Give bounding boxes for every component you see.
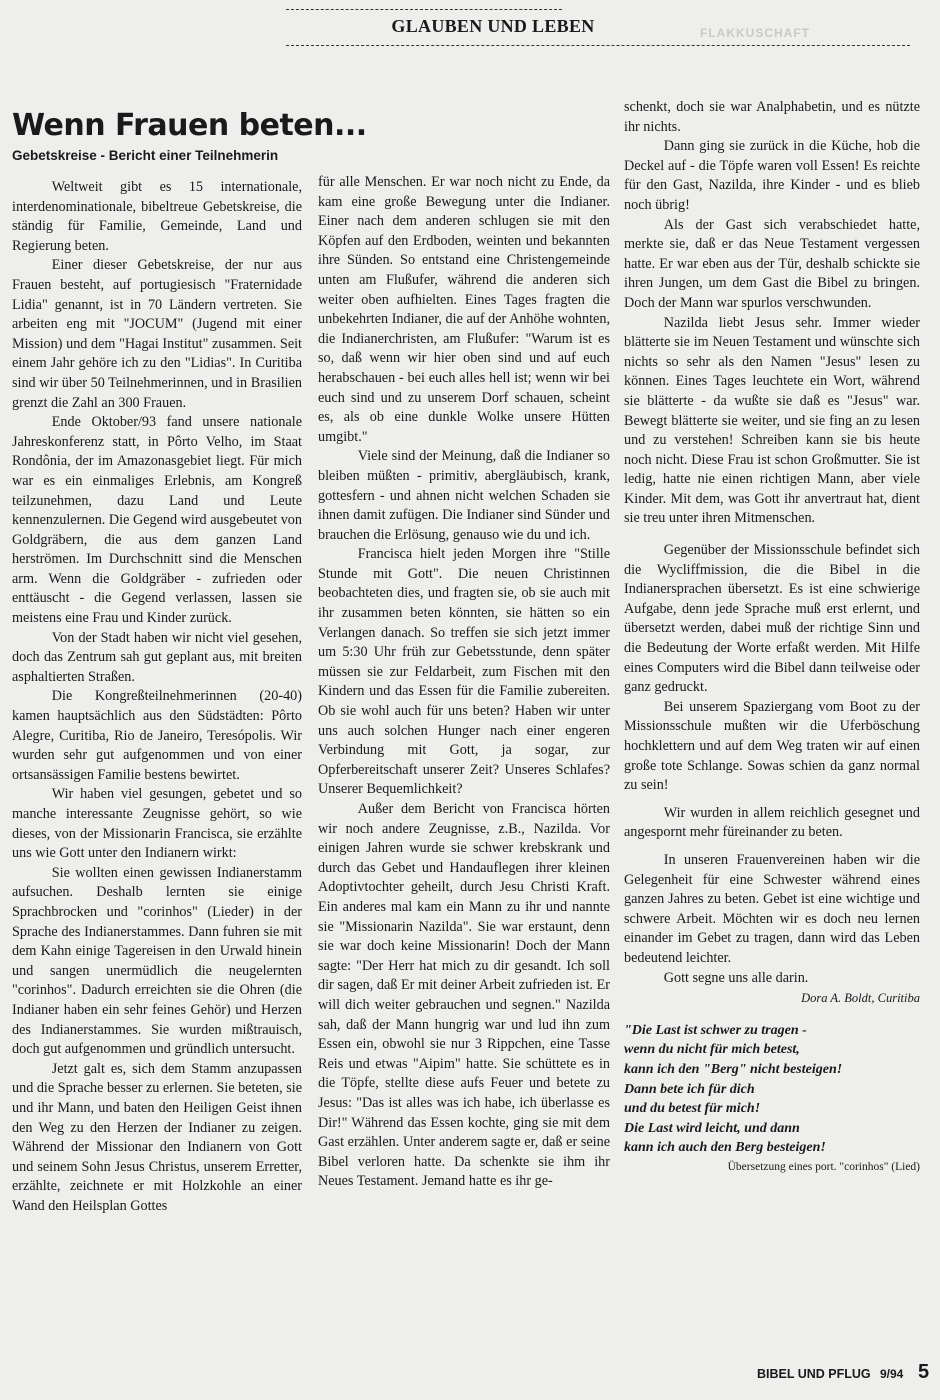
header-rule-bottom bbox=[286, 45, 910, 46]
quote-line: Die Last wird leicht, und dann bbox=[624, 1120, 800, 1136]
page-number: 5 bbox=[918, 1361, 930, 1383]
paragraph: Wir haben viel gesungen, gebetet und so manche interessante Zeugnisse gehört, so wie dieses, von der Missionarin Francisca, sie erzählte uns wie Gott unter den Indianern wirkt: bbox=[12, 786, 302, 862]
quote-line: kann ich auch den Berg besteigen! bbox=[624, 1140, 826, 1156]
magazine-name: BIBEL UND PFLUG bbox=[757, 1367, 871, 1381]
text-column-3 bbox=[624, 98, 920, 1177]
article-subtitle: Gebetskreise - Bericht einer Teilnehmerin bbox=[12, 148, 279, 163]
paragraph: schenkt, doch sie war Analphabetin, und es nützte ihr nichts. bbox=[624, 99, 920, 135]
song-quote bbox=[624, 1021, 920, 1158]
paragraph: Weltweit gibt es 15 internationale, interdenominationale, bibeltreue Gebetskreise, die ständig für Familie, Gemeinde, Land und Regierung beten. bbox=[12, 179, 302, 254]
paragraph: für alle Menschen. Er war noch nicht zu Ende, da kam eine große Bewegung unter die Indianer. Einer nach dem anderen schlugen sie mit den Köpfen auf den Erdboden, weinten und bekannten ihre Sünden. So entstand eine Christengemeinde unten am Flußufer, während die anderen sich weiter oben aufhielten. Eines Tages fragten die unbekehrten Indianer, die auf der Anhöhe wohnten, die Indianerchristen, am Flußufer: "Warum ist es so, daß wenn wir hier oben sind und auf euch herabschauen - bei euch alles hell ist; wenn wir bei euch sind und zu unserem Dorf schauen, scheint es, als ob eine dunkle Wolke unsere Hütten umgibt." bbox=[318, 174, 610, 445]
paragraph: In unseren Frauenvereinen haben wir die Gelegenheit für eine Schwester während eines ganzen Jahres zu beten. Gebet ist eine wichtige und schwere Arbeit. Möchten wir es doch neu lernen einander im Gebet zu tragen, dann wird das Leben bedeutend leichter. bbox=[624, 851, 920, 966]
paragraph: Dann ging sie zurück in die Küche, hob die Deckel auf - die Töpfe waren voll Essen! Es reichte für den Gast, Nazilda, ihre Kinder - und es blieb noch übrig! bbox=[624, 138, 920, 213]
paragraph: Als der Gast sich verabschiedet hatte, merkte sie, daß er das Neue Testament vergessen hatte. Er war eben aus der Tür, deshalb schickte sie ihren Jungen, um dem Gast die Bibel zu bringen. Doch der Mann war spurlos verschwunden. bbox=[624, 216, 920, 311]
text-column-1 bbox=[12, 178, 302, 1216]
quote-line: "Die Last ist schwer zu tragen - bbox=[624, 1022, 807, 1038]
author-credit: Dora A. Boldt, Curitiba bbox=[801, 991, 920, 1006]
paragraph: Einer dieser Gebetskreise, der nur aus Frauen besteht, auf portugiesisch "Fraternidade Lidia" genannt, ist in 70 Ländern vertreten. Sie arbeiten eng mit "JOCUM" (Jugend mit einer Mission) und dem "Hagai Institut" zusammen. Seit einem Jahr gehöre ich zu den "Lidias". In Curitiba sind wir über 50 Teilnehmerinnen, und in Brasilien grenzt die Zahl an 300 Frauen. bbox=[12, 257, 302, 411]
issue-number: 9/94 bbox=[880, 1367, 904, 1381]
paragraph: Wir wurden in allem reichlich gesegnet und angespornt mehr füreinander zu beten. bbox=[624, 804, 920, 841]
paragraph: Bei unserem Spaziergang vom Boot zu der Missionsschule mußten wir die Uferböschung hochklettern und auf dem Weg traten wir auf einen große tote Schlange. Sowas schien da ganz normal zu sein! bbox=[624, 698, 920, 794]
paragraph: Die Kongreßteilnehmerinnen (20-40) kamen hauptsächlich aus den Südstädten: Pôrto Alegre, Curitiba, Rio de Janeiro, Teresópolis. Wir wurden sehr gut aufgenommen und von einer ortsansässigen Familie bestens bewirtet. bbox=[12, 688, 302, 783]
paragraph: Sie wollten einen gewissen Indianerstamm aufsuchen. Deshalb lernten sie einige Sprachbrocken und "corinhos" (Lieder) in der Sprache des Indianerstammes. Dann fuhren sie mit dem Kahn einige Tagereisen in den Urwald hinein und sangen unermüdlich die neugelernten "corinhos". Dadurch erreichten sie die Ohren (die Indianer haben ein sehr feines Gehör) und Herzen des Indianerstammes. Sie wurden mißtrauisch, doch gut aufgenommen und gründlich untersucht. bbox=[12, 864, 302, 1058]
header-rule-top bbox=[286, 9, 562, 10]
quote-line: und du betest für mich! bbox=[624, 1101, 761, 1117]
quote-line: Dann bete ich für dich bbox=[624, 1081, 755, 1097]
paragraph: Viele sind der Meinung, daß die Indianer so bleiben müßten - primitiv, abergläubisch, krank, gottesfern - und ahnen nicht welchen Schaden sie ihnen damit zufügen. Die Indianer sind Sünder und brauchen die Erlösung, genauso wie du und ich. bbox=[318, 448, 610, 543]
paragraph: Jetzt galt es, sich dem Stamm anzupassen und die Sprache besser zu erlernen. Sie beteten, sie und ihr Mann, und baten den Heiligen Geist ihnen den Weg zu den Herzen der Indianer zu zeigen. Während der Missionar den Indianern von Gott und seinem Sohn Jesus Christus, unserem Erretter, erzählte, zeichnete er mit Holzkohle an einer Wand den Heilsplan Gottes bbox=[12, 1060, 302, 1214]
paragraph: Francisca hielt jeden Morgen ihre "Stille Stunde mit Gott". Die neuen Christinnen beobachteten dies, und fragten sie, ob sie auch mit ihr zusammen beten könnten, sie hätten so ein Verlangen danach. So treffen sie sich jetzt immer um 5:30 Uhr früh zur Gebetsstunde, denn später müssen sie zur Feldarbeit, zum Fischen mit den Kindern und das Essen für die Familie zubereiten. Ob sie wohl auch für uns beten? Haben wir unter uns auch solchen Hunger nach einer engeren Verbindung mit Gott, ja sogar, zur Opferbereitschaft unserer Zeit? Unseres Schlafes? Unserer Bequemlichkeit? bbox=[318, 546, 610, 798]
text-column-2 bbox=[318, 173, 610, 1192]
quote-line: kann ich den "Berg" nicht besteigen! bbox=[624, 1061, 843, 1077]
paragraph: Von der Stadt haben wir nicht viel gesehen, doch das Zentrum sah gut geplant aus, mit breiten asphaltierten Straßen. bbox=[12, 629, 302, 685]
paragraph: Nazilda liebt Jesus sehr. Immer wieder blätterte sie im Neuen Testament und wünschte sich nichts so sehr als den Namen "Jesus" lesen zu können. Eines Tages leuchtete ein Wort, während sie blätterte - da wußte sie daß es "Jesus" war. Bewegt blätterte sie weiter, und sie fing an zu lesen und zu verstehen! Schreiben kann sie bis heute noch nicht. Diese Frau ist schon Großmutter. Sie ist ledig, hatte nie einen richtigen Mann, aber viele Kinder. Mit dem, was Gott ihr anvertraut hat, dient sie treu unter ihren Mitmenschen. bbox=[624, 314, 920, 527]
quote-line: wenn du nicht für mich betest, bbox=[624, 1042, 800, 1058]
article-title: Wenn Frauen beten... bbox=[12, 108, 367, 143]
section-header: GLAUBEN UND LEBEN bbox=[391, 16, 595, 36]
paragraph: Gott segne uns alle darin. bbox=[663, 969, 809, 986]
quote-credit: Übersetzung eines port. "corinhos" (Lied) bbox=[727, 1160, 920, 1173]
paragraph: Ende Oktober/93 fand unsere nationale Jahreskonferenz statt, in Pôrto Velho, im Staat Rondônia, der im Amazonasgebiet liegt. Für mich war es ein einmaliges Erlebnis, am Kongreß teilzunehmen, dazu Land und Leute kennenzulernen. Die Gegend wird ausgebeutet von Goldgräbern, die aus dem ganzen Land herströmen. Im Durchschnitt sind die Menschen arm. Wenn die Goldgräber - zufrieden oder enttäuscht - die Gegend verlassen, lassen sie meistens eine Frau und Kinder zurück. bbox=[12, 414, 302, 627]
faded-header-text: FLAKKUSCHAFT bbox=[700, 26, 810, 40]
paragraph: Gegenüber der Missionsschule befindet sich die Wycliffmission, die die Bibel in die Indianersprachen übersetzt. Es ist eine schwierige Aufgabe, denn jede Sprache muß erst erlernt, und übersetzt werden, dabei muß der richtige Sinn und die Bedeutung der Worte erfaßt werden. Mit Hilfe eines Computers wird die Bibel dann teilweise oder ganz gedruckt. bbox=[624, 542, 920, 696]
paragraph: Außer dem Bericht von Francisca hörten wir noch andere Zeugnisse, z.B., Nazilda. Vor einigen Jahren wurde sie schwer krebskrank und durch das Gebet und Handauflegen ihrer kleinen Adoptivtochter geheilt, durch Jesu Christi Kraft. Ein anderes mal kam ein Mann zu ihr und nannte sie "Missionarin Nazilda". Sie war erstaunt, denn sie war doch keine Missionarin! Doch der Mann sagte: "Der Herr hat mich zu dir gesandt. Ich soll dir sagen, daß Er mit deiner Arbeit zufrieden ist. Er will dich weiter gebrauchen und segnen." Nazilda sah, daß der Mann hungrig war und lud ihn zum Essen ein, obwohl sie nur 3 Rippchen, eine Tasse Reis und etwas "Aipim" hatte. Sie schüttete es in die Töpfe, stellte diese aufs Feuer und betete zu Jesus: "Das ist alles was ich habe, ich überlasse es Dir!" Während das Essen kochte, ging sie mit dem Gast erzählen. Unter anderem sagte er, daß er seine Bibel verloren hatte. Da schenkte sie ihm ihr Neues Testament. Jemand hatte es ihr ge- bbox=[318, 801, 610, 1190]
